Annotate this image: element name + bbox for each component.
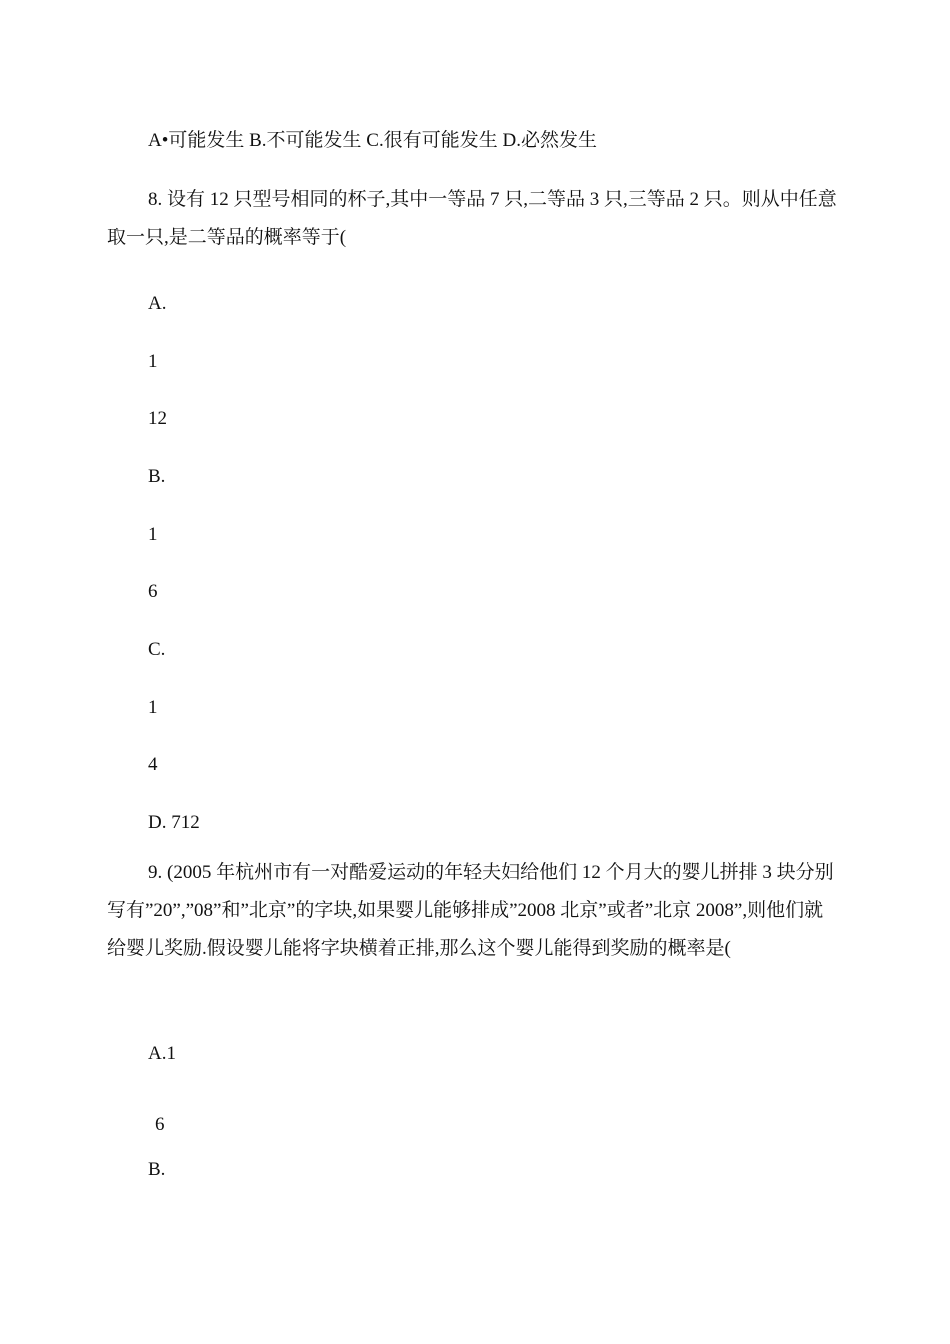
q8-option-b-numerator: 1 [148,524,158,545]
q8-option-a-denominator: 12 [148,408,167,429]
q9-option-a-denominator: 6 [155,1114,165,1135]
q8-option-a-numerator: 1 [148,351,158,372]
q8-stem: 8. 设有 12 只型号相同的杯子,其中一等品 7 只,二等品 3 只,三等品 2 只。则从中任意取一只,是二等品的概率等于( [107,189,837,248]
q8-option-b-label: B. [148,466,166,487]
q9-option-a-label: A.1 [148,1043,176,1064]
q9-option-b-label: B. [148,1159,166,1180]
q8-option-c-numerator: 1 [148,697,158,718]
q8-option-d: D. 712 [148,812,200,833]
q8-option-c-label: C. [148,639,166,660]
q9-stem: 9. (2005 年杭州市有一对酷爱运动的年轻夫妇给他们 12 个月大的婴儿拼排 3 块分别写有”20”,”08”和”北京”的字块,如果婴儿能够排成”2008 北京”或者”北京 2008”,则他们就给婴儿奖励.假设婴儿能将字块横着正排,那么这个婴儿能得到奖励的概率是( [107,862,834,959]
q7-options: A•可能发生 B.不可能发生 C.很有可能发生 D.必然发生 [148,130,597,151]
q8-option-c-denominator: 4 [148,754,158,775]
q8-option-a-label: A. [148,293,167,314]
q8-option-b-denominator: 6 [148,581,158,602]
